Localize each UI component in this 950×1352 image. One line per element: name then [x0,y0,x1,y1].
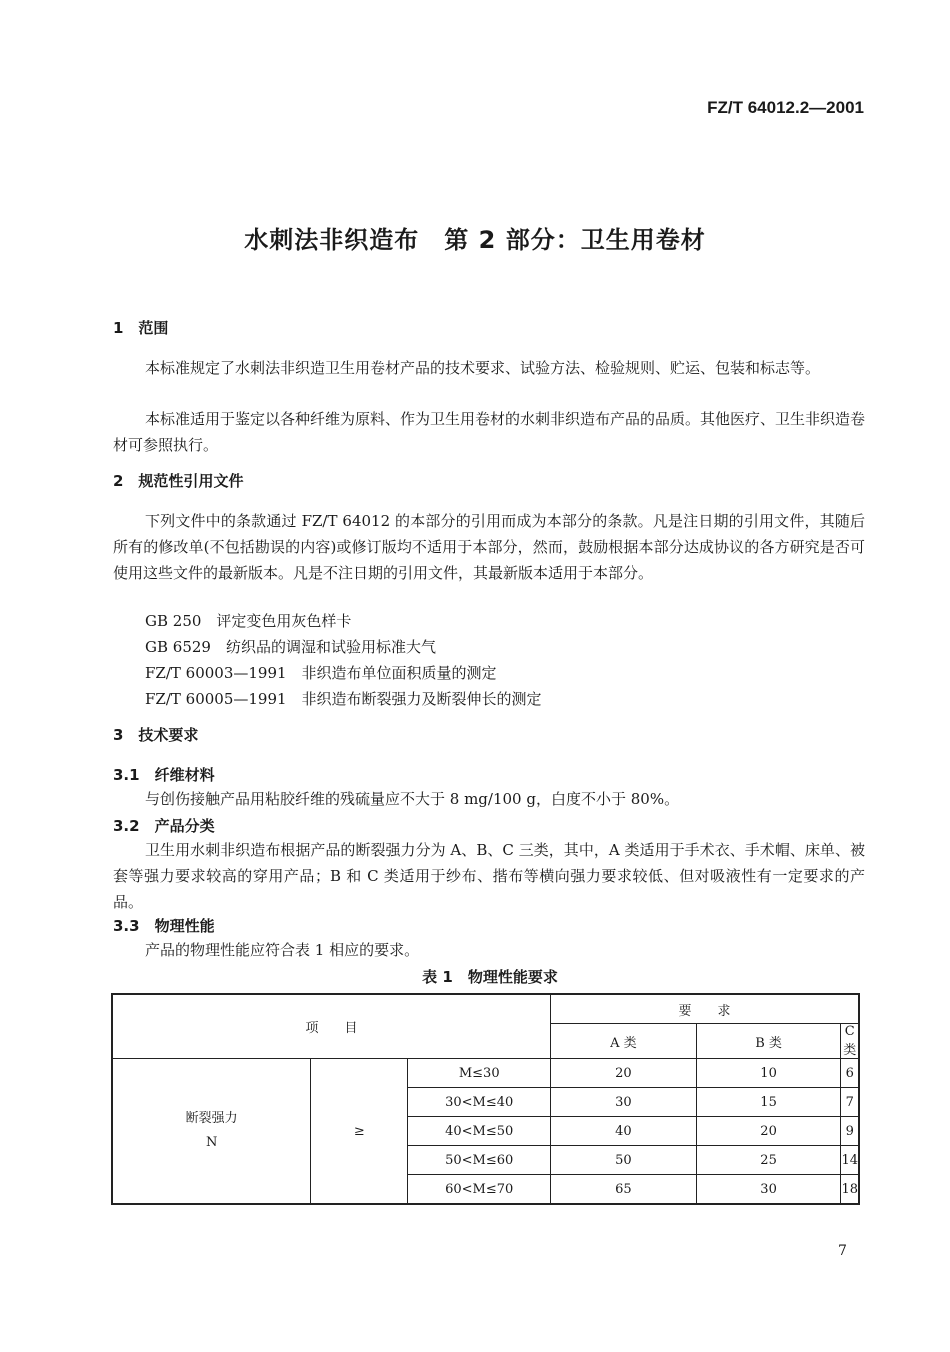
range-cell: 40<M≤50 [408,1117,551,1146]
value-a: 65 [550,1175,696,1205]
header-requirement-cell [550,994,859,1024]
section-1-paragraph-1: 本标准规定了水刺法非织造卫生用卷材产品的技术要求、试验方法、检验规则、贮运、包装和标志等。 [145,359,821,377]
value-c: 14 [841,1146,859,1175]
value-a: 30 [550,1088,696,1117]
item-label: 断裂强力 [185,1111,238,1126]
reference-item: FZ/T 60003—1991 非织造布单位面积质量的测定 [145,664,497,682]
physical-properties-table [111,993,860,1205]
value-c: 6 [841,1059,859,1088]
section-3-2-heading: 3.2 产品分类 [113,817,215,835]
reference-item: FZ/T 60005—1991 非织造布断裂强力及断裂伸长的测定 [145,690,542,708]
value-b: 30 [696,1175,841,1205]
table-row [112,1059,859,1088]
reference-item: GB 6529 纺织品的调湿和试验用标准大气 [145,638,436,656]
value-b: 10 [696,1059,841,1088]
item-cell [112,1059,311,1205]
range-cell: 30<M≤40 [408,1088,551,1117]
value-c: 9 [841,1117,859,1146]
range-cell: 50<M≤60 [408,1146,551,1175]
section-3-3-paragraph: 产品的物理性能应符合表 1 相应的要求。 [145,941,420,959]
item-unit: N [205,1135,218,1150]
value-a: 50 [550,1146,696,1175]
table-caption: 表 1 物理性能要求 [422,968,558,986]
value-c: 18 [841,1175,859,1205]
value-a: 40 [550,1117,696,1146]
section-3-1-paragraph: 与创伤接触产品用粘胶纤维的残硫量应不大于 8 mg/100 g，白度不小于 80%。 [145,790,680,808]
section-3-heading: 3 技术要求 [113,726,199,744]
header-requirement-label: 要 求 [678,1003,731,1019]
class-b-header: B 类 [696,1024,841,1059]
section-1-heading: 1 范围 [113,319,169,337]
range-cell: 60<M≤70 [408,1175,551,1205]
section-2-paragraph: 下列文件中的条款通过 FZ/T 64012 的本部分的引用而成为本部分的条款。凡是注日期的引用文件，其随后所有的修改单(不包括勘误的内容)或修订版均不适用于本部分，然而，鼓励根据本部分达成协议的各方研究是否可使用这些文件的最新版本。凡是不注日期的引用文件，其最新版本适用于本部分。 [113,512,865,582]
section-1-paragraph-2: 本标准适用于鉴定以各种纤维为原料、作为卫生用卷材的水刺非织造布产品的品质。其他医疗、卫生非织造卷材可参照执行。 [113,410,866,454]
header-item-cell [112,994,550,1059]
section-2-heading: 2 规范性引用文件 [113,472,244,490]
section-3-2-paragraph: 卫生用水刺非织造布根据产品的断裂强力分为 A、B、C 三类，其中，A 类适用于手术衣、手术帽、床单、被套等强力要求较高的穿用产品；B 和 C 类适用于纱布、揩布等横向强力要求较低、但对吸液性有一定要求的产品。 [113,841,865,911]
value-a: 20 [550,1059,696,1088]
class-c-header: C 类 [841,1024,859,1059]
section-3-1-heading: 3.1 纤维材料 [113,766,215,784]
reference-item: GB 250 评定变色用灰色样卡 [145,612,352,630]
standard-code: FZ/T 64012.2—2001 [707,98,864,117]
sign-cell [311,1059,408,1205]
section-3-3-heading: 3.3 物理性能 [113,917,215,935]
value-b: 15 [696,1088,841,1117]
value-b: 20 [696,1117,841,1146]
value-c: 7 [841,1088,859,1117]
document-title: 水刺法非织造布 第 2 部分：卫生用卷材 [244,226,706,254]
header-item-label: 项 目 [305,1021,358,1036]
page-number: 7 [838,1243,847,1259]
class-a-header: A 类 [550,1024,696,1059]
greater-equal-sign: ≥ [353,1123,365,1139]
range-cell: M≤30 [408,1059,551,1088]
value-b: 25 [696,1146,841,1175]
